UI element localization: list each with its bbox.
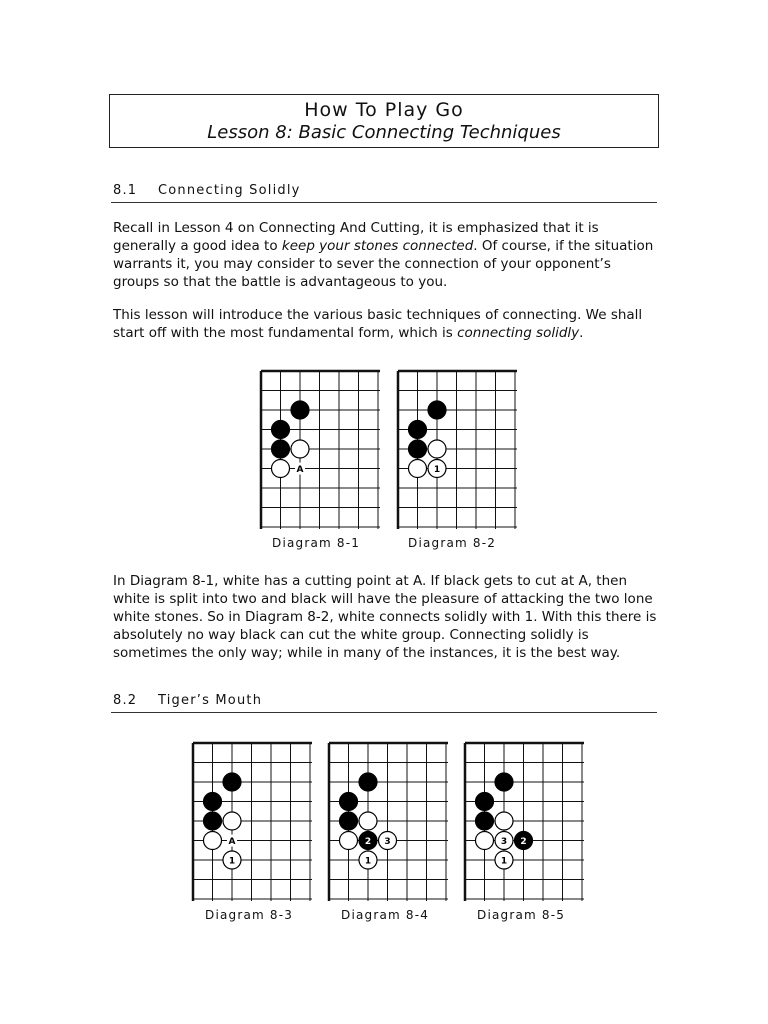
section-divider [111, 202, 657, 203]
point-mark-label: A [228, 837, 236, 847]
go-board-diagram-8-3 [190, 741, 314, 904]
section-title: Tiger’s Mouth [158, 693, 263, 708]
white-stone [204, 832, 222, 850]
diagram-caption: Diagram 8-2 [408, 536, 497, 550]
diagram-caption: Diagram 8-3 [205, 908, 294, 922]
black-stone [409, 440, 427, 458]
diagram-caption: Diagram 8-5 [477, 908, 566, 922]
black-stone [291, 401, 309, 419]
stone-move-label: 1 [433, 465, 441, 475]
para-text: . Of course, if the situation warrants it, you may consider to sever the connection of your opponent’s groups so that the battle is advantageous to you. [113, 238, 654, 290]
para-emphasis: connecting solidly [457, 325, 580, 341]
go-board-diagram-8-2 [395, 369, 519, 532]
stone-move-label: 2 [364, 837, 372, 847]
diagram-caption: Diagram 8-1 [272, 536, 361, 550]
paragraph-diagram-explanation: In Diagram 8-1, white has a cutting point at A. If black gets to cut at A, then white is split into two and black will have the pleasure of attacking the two lone white stones. So in Diagram 8-2, white connects solidly with 1. With this there is absolutely no way black can cut the white group. Connecting solidly is sometimes the only way; while in many of the instances, it is the best way. [113, 573, 657, 661]
stone-move-label: 3 [384, 837, 391, 847]
paragraph-introduce [113, 306, 658, 342]
white-stone [223, 812, 241, 830]
section-title: Connecting Solidly [158, 183, 301, 198]
black-stone [340, 793, 358, 811]
lesson-subtitle: Lesson 8: Basic Connecting Techniques [207, 122, 561, 143]
black-stone [495, 773, 513, 791]
section-divider [111, 712, 657, 713]
white-stone [409, 460, 427, 478]
section-number: 8.2 [113, 693, 138, 708]
section-number: 8.1 [113, 183, 138, 198]
stone-move-label: 1 [228, 856, 236, 867]
white-stone [272, 460, 290, 478]
para-text: Recall in Lesson 4 on Connecting And Cutting, it is emphasized that it is generally a good idea to [113, 220, 599, 254]
white-stone [340, 832, 358, 850]
black-stone [204, 812, 222, 830]
section-heading-8-2 [113, 693, 658, 708]
lesson-title-box [109, 94, 659, 148]
white-stone [476, 832, 494, 850]
go-board-diagram-8-4 [326, 741, 450, 904]
para-emphasis: keep your stones connected [281, 238, 474, 254]
white-stone [291, 440, 309, 458]
white-stone [428, 440, 446, 458]
white-stone [495, 812, 513, 830]
diagram-caption: Diagram 8-4 [341, 908, 430, 922]
para-text: This lesson will introduce the various basic techniques of connecting. We shall start off with the most fundamental form, which is [113, 307, 643, 341]
stone-move-label: 1 [364, 856, 372, 867]
para-text: . [579, 325, 584, 341]
black-stone [272, 440, 290, 458]
point-mark-label: A [296, 465, 304, 475]
stone-move-label: 1 [500, 856, 508, 867]
section-heading-8-1 [113, 183, 658, 198]
black-stone [359, 773, 377, 791]
paragraph-recall [113, 219, 658, 291]
black-stone [272, 421, 290, 439]
black-stone [476, 812, 494, 830]
go-board-diagram-8-1 [258, 369, 382, 532]
black-stone [340, 812, 358, 830]
white-stone [359, 812, 377, 830]
black-stone [409, 421, 427, 439]
black-stone [428, 401, 446, 419]
black-stone [204, 793, 222, 811]
page-title: How To Play Go [304, 99, 464, 121]
black-stone [476, 793, 494, 811]
stone-move-label: 3 [500, 837, 508, 847]
black-stone [223, 773, 241, 791]
go-board-diagram-8-5 [462, 741, 586, 904]
stone-move-label: 2 [520, 837, 527, 847]
